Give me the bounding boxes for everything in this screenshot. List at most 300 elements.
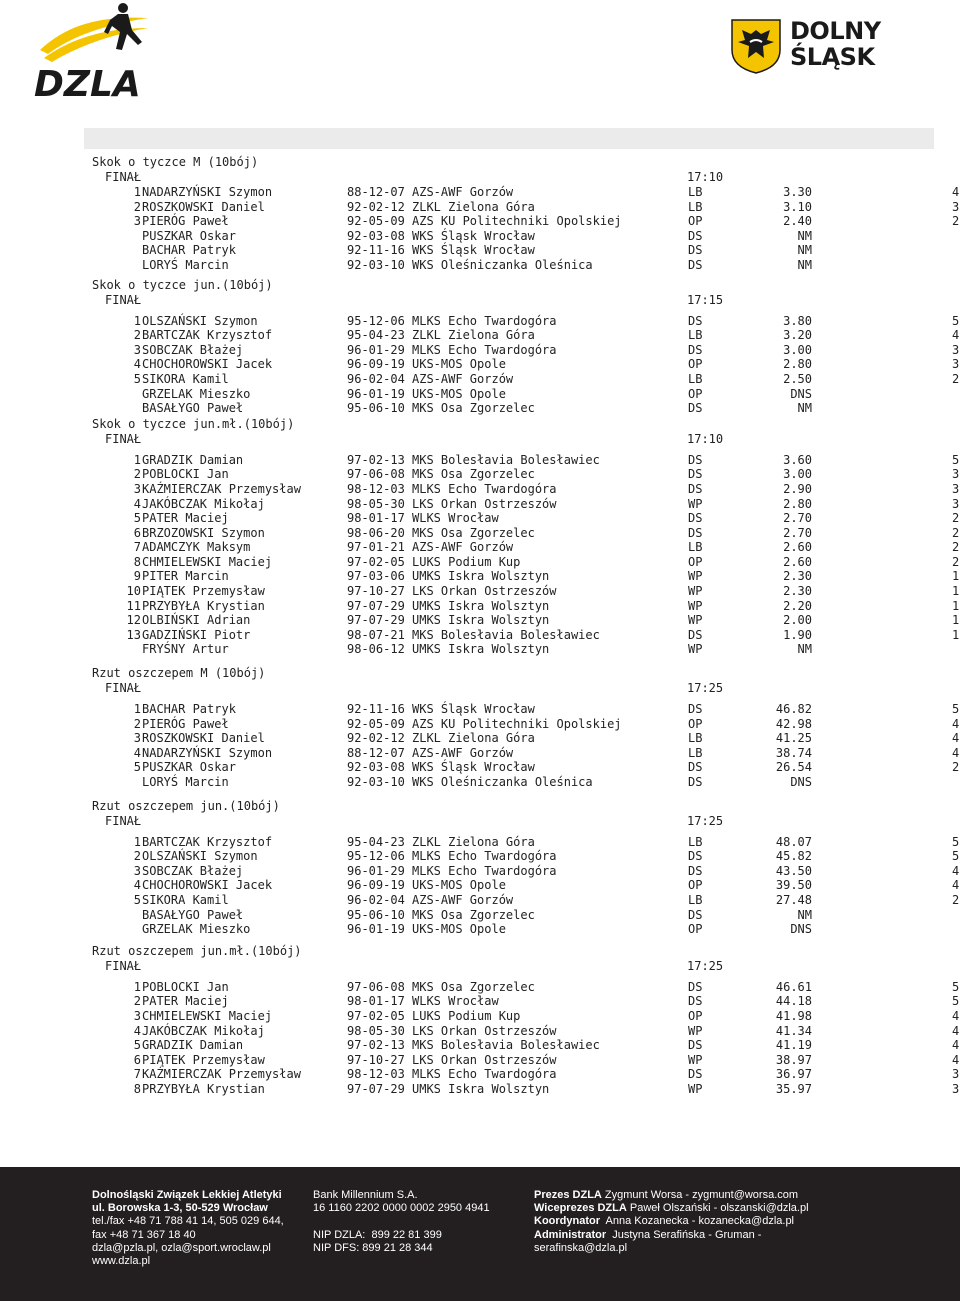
result-row [92,642,960,657]
result-date: 92-03-10 [347,775,405,789]
result-name: GRADZIK Damian [142,1038,244,1053]
result-cat: OP [688,1008,703,1023]
result-row [92,994,960,1009]
result-date: 92-05-09 [347,716,405,731]
dzla-logo [30,2,160,102]
result-cat: OP [688,878,703,893]
result-result: 43.50 [775,863,812,878]
result-cat: OP [688,214,703,229]
round-label: FINAŁ [105,958,142,973]
result-name: CHOCHOROWSKI Jacek [142,357,273,372]
runner-swoosh-icon [30,2,160,102]
footer-official-line [534,1229,809,1242]
footer-official-role: Koordynator [534,1215,600,1228]
result-name: JAKÓBCZAK Mikołaj [142,1023,265,1038]
result-name: POBLOCKI Jan [142,979,229,994]
result-cat: OP [688,386,703,401]
result-points: 4 [952,1008,960,1023]
event-title: Skok o tyczce jun.(10bój) [92,277,273,292]
result-date: 97-06-08 [347,467,405,482]
footer-bank-line: NIP DZLA: 899 22 81 399 [313,1228,442,1241]
result-club: LKS Orkan Ostrzeszów [412,496,557,511]
result-cat: LB [688,745,703,760]
result-name: LORYŚ Marcin [142,257,229,272]
result-cat: LB [688,834,703,849]
result-name: CHMIELEWSKI Maciej [142,554,273,569]
result-place: 3 [133,863,141,878]
result-row [92,569,960,584]
result-club: LKS Orkan Ostrzeszów [412,1023,557,1038]
result-cat: OP [688,554,703,569]
result-club: UMKS Iskra Wolsztyn [412,613,550,628]
result-place: 1 [133,452,141,467]
result-points: 2 [952,554,960,569]
result-name: ROSZKOWSKI Daniel [142,731,265,746]
result-result: 2.80 [783,357,812,372]
result-result: 46.61 [775,979,812,994]
result-name: PIERÓG Paweł [142,716,229,731]
result-result: DNS [790,386,812,401]
result-row [92,613,960,628]
result-name: POBLOCKI Jan [142,467,229,482]
result-date: 96-09-19 [347,357,405,372]
result-points: 3 [952,1081,960,1096]
round-header [92,170,960,185]
result-place: 8 [133,1081,141,1096]
event-section [92,417,960,657]
result-points: 5 [952,834,960,849]
result-club: MKS Osa Zgorzelec [412,467,535,482]
svg-text:DZLA: DZLA [34,64,141,102]
result-row [92,628,960,643]
result-points: 1 [952,584,960,599]
result-name: GADZIŃSKI Piotr [142,627,251,642]
result-cat: DS [688,313,703,328]
result-place: 5 [133,892,141,907]
result-row [92,497,960,512]
result-cat: WP [688,569,703,584]
footer-official-value: Paweł Olszański - olszanski@dzla.pl [626,1202,809,1215]
result-points: 2 [952,214,960,229]
result-club: MKS Bolesłavia Bolesławiec [412,1038,600,1053]
result-row [92,200,960,215]
result-club: ZLKL Zielona Góra [412,328,535,343]
result-points: 4 [952,328,960,343]
result-club: MLKS Echo Twardogóra [412,1067,557,1082]
result-result: 2.30 [783,584,812,599]
result-points: 5 [952,979,960,994]
round-header [92,959,960,974]
result-cat: DS [688,243,703,258]
result-row [92,1024,960,1039]
result-result: 38.97 [775,1052,812,1067]
result-cat: LB [688,199,703,214]
result-name: SIKORA Kamil [142,892,229,907]
result-row [92,1067,960,1082]
round-label: FINAŁ [105,681,142,696]
result-result: 3.20 [783,328,812,343]
result-cat: DS [688,342,703,357]
footer-official-line [534,1215,809,1228]
result-date: 97-07-29 [347,598,405,613]
result-row [92,835,960,850]
result-row [92,314,960,329]
result-club: MLKS Echo Twardogóra [412,863,557,878]
event-section [92,944,960,1097]
result-cat: WP [688,642,703,657]
result-points: 4 [952,1038,960,1053]
result-name: BACHAR Patryk [142,702,236,717]
round-label: FINAŁ [105,170,142,184]
result-club: WKS Śląsk Wrocław [412,702,535,717]
result-date: 95-06-10 [347,907,405,922]
result-result: 3.80 [783,313,812,328]
result-row [92,185,960,200]
result-date: 96-01-19 [347,922,405,937]
result-points: 4 [952,185,960,199]
round-header [92,681,960,696]
result-name: SOBCZAK Błażej [142,863,244,878]
result-date: 97-07-29 [347,613,405,628]
result-club: UMKS Iskra Wolsztyn [412,642,550,657]
result-name: FRYŚNY Artur [142,642,229,657]
event-section [92,666,960,790]
result-points: 1 [952,598,960,613]
result-result: 2.90 [783,481,812,496]
result-name: CHOCHOROWSKI Jacek [142,878,273,893]
result-club: AZS-AWF Gorzów [412,745,514,760]
result-club: MKS Osa Zgorzelec [412,979,535,994]
result-result: 3.30 [783,185,812,199]
result-place: 7 [133,1067,141,1082]
result-points: 3 [952,199,960,214]
result-cat: OP [688,922,703,937]
result-points: 3 [952,357,960,372]
result-club: UKS-MOS Opole [412,386,506,401]
result-name: BASAŁYGO Paweł [142,907,244,922]
result-points: 5 [952,313,960,328]
result-name: PIĄTEK Przemysław [142,1052,265,1067]
result-row [92,555,960,570]
result-place: 10 [126,584,141,599]
result-place: 3 [133,1008,141,1023]
event-title: Rzut oszczepem M (10bój) [92,666,266,681]
result-result: NM [797,257,812,272]
result-club: AZS-AWF Gorzów [412,892,514,907]
result-row [92,1038,960,1053]
result-place: 11 [126,598,141,613]
result-date: 95-06-10 [347,401,405,416]
result-name: OLBIŃSKI Adrian [142,613,251,628]
footer-contact-line: ul. Borowska 1-3, 50-529 Wrocław [92,1202,268,1215]
result-cat: OP [688,716,703,731]
result-place: 6 [133,1052,141,1067]
round-time: 17:15 [687,292,724,307]
event-title: Rzut oszczepem jun.mł.(10bój) [92,943,302,958]
result-club: WLKS Wrocław [412,994,499,1009]
result-result: 36.97 [775,1067,812,1082]
result-name: OLSZAŃSKI Szymon [142,849,258,864]
result-date: 96-01-29 [347,863,405,878]
result-cat: DS [688,467,703,482]
result-result: 42.98 [775,716,812,731]
result-cat: LB [688,371,703,386]
result-result: 2.80 [783,496,812,511]
result-name: PRZYBYŁA Krystian [142,598,265,613]
round-header [92,814,960,829]
result-points: 4 [952,1052,960,1067]
result-date: 97-10-27 [347,584,405,599]
result-row [92,717,960,732]
result-points: 5 [952,452,960,467]
result-club: LKS Orkan Ostrzeszów [412,584,557,599]
footer-official-value: serafinska@dzla.pl [534,1241,628,1254]
result-result: 2.00 [783,613,812,628]
result-date: 98-05-30 [347,496,405,511]
result-row [92,387,960,402]
result-club: UKS-MOS Opole [412,357,506,372]
result-row [92,540,960,555]
round-time: 17:25 [687,681,724,696]
result-cat: DS [688,1067,703,1082]
result-name: BARTCZAK Krzysztof [142,328,273,343]
round-label: FINAŁ [105,292,142,307]
result-cat: DS [688,849,703,864]
result-name: GRZELAK Mieszko [142,922,251,937]
round-time: 17:10 [687,170,724,184]
result-result: 2.70 [783,525,812,540]
result-result: 2.60 [783,540,812,555]
result-row [92,258,960,273]
result-club: MKS Osa Zgorzelec [412,401,535,416]
result-points: 5 [952,994,960,1009]
result-row [92,908,960,923]
footer-official-value: Justyna Serafińska - Gruman - [606,1228,762,1241]
result-date: 98-07-21 [347,627,405,642]
result-place: 1 [133,702,141,717]
dolny-slask-logo [730,18,900,78]
result-date: 96-09-19 [347,878,405,893]
result-result: 46.82 [775,702,812,717]
result-place: 5 [133,760,141,775]
result-cat: DS [688,452,703,467]
result-place: 2 [133,994,141,1009]
result-row [92,482,960,497]
result-club: LUKS Podium Kup [412,554,521,569]
result-place: 4 [133,357,141,372]
result-points: 1 [952,613,960,628]
result-name: PATER Maciej [142,994,229,1009]
result-row [92,922,960,937]
result-date: 92-05-09 [347,214,405,229]
result-place: 8 [133,554,141,569]
result-club: AZS-AWF Gorzów [412,185,514,199]
result-points: 2 [952,511,960,526]
result-name: JAKÓBCZAK Mikołaj [142,496,265,511]
result-club: MKS Bolesłavia Bolesławiec [412,627,600,642]
result-points: 1 [952,569,960,584]
result-points: 2 [952,760,960,775]
footer-official-role: Administrator [534,1228,607,1241]
result-cat: LB [688,731,703,746]
footer-bank-line: Bank Millennium S.A. [313,1189,418,1201]
result-name: PRZYBYŁA Krystian [142,1081,265,1096]
footer-contact-line: tel./fax +48 71 788 41 14, 505 029 644, [92,1215,284,1228]
round-label: FINAŁ [105,813,142,828]
result-cat: WP [688,496,703,511]
result-points: 4 [952,878,960,893]
result-date: 97-06-08 [347,979,405,994]
footer-bank-line: 16 1160 2202 0000 0002 2950 4941 [313,1202,490,1215]
result-name: ROSZKOWSKI Daniel [142,199,265,214]
result-row [92,702,960,717]
result-row [92,328,960,343]
result-points: 3 [952,467,960,482]
result-date: 96-02-04 [347,892,405,907]
result-points: 3 [952,481,960,496]
result-club: ZLKL Zielona Góra [412,834,535,849]
result-cat: DS [688,775,703,789]
result-row [92,731,960,746]
result-result: 41.34 [775,1023,812,1038]
result-row [92,357,960,372]
result-cat: DS [688,979,703,994]
result-row [92,214,960,229]
result-name: SIKORA Kamil [142,371,229,386]
result-club: WKS Oleśniczanka Oleśnica [412,257,593,272]
result-result: NM [797,228,812,243]
result-result: 26.54 [775,760,812,775]
result-club: AZS KU Politechniki Opolskiej [412,214,622,229]
result-date: 92-03-08 [347,760,405,775]
result-points: 3 [952,1067,960,1082]
result-club: LKS Orkan Ostrzeszów [412,1052,557,1067]
result-row [92,775,960,790]
result-date: 98-01-17 [347,511,405,526]
footer-bank-line: NIP DFS: 899 21 28 344 [313,1241,433,1254]
result-place: 5 [133,371,141,386]
result-name: BARTCZAK Krzysztof [142,834,273,849]
result-club: ZLKL Zielona Góra [412,731,535,746]
result-result: NM [797,401,812,416]
result-name: PUSZKAR Oskar [142,228,236,243]
result-name: PATER Maciej [142,511,229,526]
result-club: LUKS Podium Kup [412,1008,521,1023]
event-title: Skok o tyczce jun.mł.(10bój) [92,416,295,431]
result-date: 92-02-12 [347,731,405,746]
result-date: 97-02-05 [347,1008,405,1023]
result-place: 3 [133,481,141,496]
result-date: 92-02-12 [347,199,405,214]
footer-bank-line [313,1215,490,1228]
event-section [92,278,960,416]
result-result: NM [797,642,812,657]
result-date: 98-01-17 [347,994,405,1009]
result-row [92,1053,960,1068]
result-club: MLKS Echo Twardogóra [412,313,557,328]
result-result: NM [797,907,812,922]
result-club: AZS-AWF Gorzów [412,540,514,555]
result-result: 41.98 [775,1008,812,1023]
result-result: 2.50 [783,371,812,386]
result-club: MLKS Echo Twardogóra [412,342,557,357]
result-result: DNS [790,775,812,789]
result-place: 12 [126,613,141,628]
result-cat: LB [688,892,703,907]
result-row [92,849,960,864]
result-club: UMKS Iskra Wolsztyn [412,1081,550,1096]
result-date: 98-12-03 [347,1067,405,1082]
result-cat: DS [688,525,703,540]
result-date: 95-04-23 [347,834,405,849]
result-result: 2.70 [783,511,812,526]
round-time: 17:25 [687,958,724,973]
result-cat: LB [688,540,703,555]
result-row [92,746,960,761]
result-result: NM [797,243,812,258]
result-cat: LB [688,185,703,199]
result-result: 2.40 [783,214,812,229]
footer-official-line [534,1202,809,1215]
result-cat: DS [688,481,703,496]
result-place: 2 [133,328,141,343]
result-place: 9 [133,569,141,584]
result-points: 4 [952,1023,960,1038]
result-name: CHMIELEWSKI Maciej [142,1008,273,1023]
result-date: 92-11-16 [347,243,405,258]
result-place: 3 [133,731,141,746]
result-name: KAŹMIERCZAK Przemysław [142,481,301,496]
result-row [92,760,960,775]
result-result: 38.74 [775,745,812,760]
result-result: 41.19 [775,1038,812,1053]
result-cat: DS [688,627,703,642]
result-club: AZS-AWF Gorzów [412,371,514,386]
result-cat: DS [688,907,703,922]
result-place: 1 [133,313,141,328]
result-place: 4 [133,745,141,760]
result-points: 1 [952,627,960,642]
result-points: 2 [952,892,960,907]
footer-official-line [534,1242,809,1255]
result-points: 3 [952,496,960,511]
result-cat: WP [688,598,703,613]
result-cat: WP [688,613,703,628]
result-result: 48.07 [775,834,812,849]
result-date: 97-03-06 [347,569,405,584]
result-result: 3.00 [783,467,812,482]
result-row [92,511,960,526]
result-name: PIĄTEK Przemysław [142,584,265,599]
result-result: 41.25 [775,731,812,746]
footer-official-value: Anna Kozanecka - kozanecka@dzla.pl [600,1215,795,1228]
result-club: MKS Osa Zgorzelec [412,525,535,540]
dolny-slask-wordmark: DOLNY ŚLĄSK [790,17,881,71]
result-row [92,372,960,387]
page-footer [0,1167,960,1301]
result-cat: DS [688,863,703,878]
round-time: 17:10 [687,431,724,446]
result-place: 5 [133,1038,141,1053]
result-cat: DS [688,401,703,416]
footer-bank-column [313,1189,490,1255]
result-result: 35.97 [775,1081,812,1096]
result-row [92,401,960,416]
result-club: UMKS Iskra Wolsztyn [412,598,550,613]
event-section [92,799,960,937]
result-name: NADARZYŃSKI Szymon [142,185,273,199]
footer-contact-line: www.dzla.pl [92,1255,151,1268]
